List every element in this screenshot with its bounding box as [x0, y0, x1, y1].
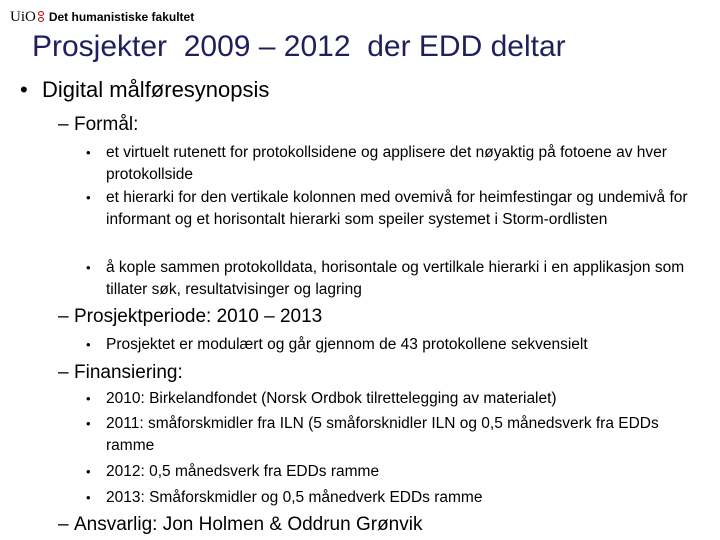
bullet-dot: •	[86, 464, 91, 479]
finansiering-item-text: 2010: Birkelandfondet (Norsk Ordbok tilrettelegging av materialet)	[106, 390, 557, 407]
subbullet-label: Ansvarlig: Jon Holmen & Oddrun Grønvik	[74, 514, 423, 535]
periode-item-text: Prosjektet er modulært og går gjennom de 43 protokollene sekvensielt	[106, 336, 588, 353]
subbullet-label: Formål:	[74, 114, 139, 135]
bullet-dot: •	[86, 260, 91, 275]
bullet-dot: •	[86, 490, 91, 505]
formal-item-text: å kople sammen protokolldata, horisontale og vertilkale hierarki i en applikasjon som tillater søk, resultatvisinger og lagring	[106, 259, 685, 298]
slide-title: Prosjekter 2009 – 2012 der EDD deltar	[32, 30, 566, 63]
bullet-dot: •	[86, 337, 91, 352]
bullet-text: Digital målføresynopsis	[42, 77, 270, 102]
dash-marker: –	[58, 114, 69, 135]
subbullet-label: Finansiering:	[74, 362, 183, 383]
bullet-dot: •	[20, 77, 28, 102]
dash-marker: –	[58, 362, 69, 383]
uio-logo-text: UiO	[10, 8, 36, 25]
subbullet-label: Prosjektperiode: 2010 – 2013	[74, 306, 323, 327]
finansiering-item-text: 2012: 0,5 månedsverk fra EDDs ramme	[106, 463, 380, 480]
bullet-dot: •	[86, 145, 91, 160]
finansiering-item-text: 2013: Småforskmidler og 0,5 månedverk EDDs ramme	[106, 489, 483, 506]
dash-marker: –	[58, 514, 69, 535]
formal-item-text: et hierarki for den vertikale kolonnen med ovemivå for heimfestingar og undemivå for informant og et horisontalt hierarki som speiler systemet i Storm-ordlisten	[106, 189, 688, 228]
finansiering-item-text: 2011: småforskmidler fra ILN (5 småforsknidler ILN og 0,5 månedsverk fra EDDs ramme	[106, 415, 659, 454]
uio-seal-icon	[38, 11, 45, 23]
bullet-dot: •	[86, 416, 91, 431]
bullet-dot: •	[86, 391, 91, 406]
bullet-dot: •	[86, 190, 91, 205]
formal-item-text: et virtuelt rutenett for protokollsidene og applisere det nøyaktig på fotoene av hver protokollside	[106, 144, 667, 183]
faculty-logo	[10, 8, 194, 26]
dash-marker: –	[58, 306, 69, 327]
faculty-name: Det humanistiske fakultet	[48, 10, 195, 24]
